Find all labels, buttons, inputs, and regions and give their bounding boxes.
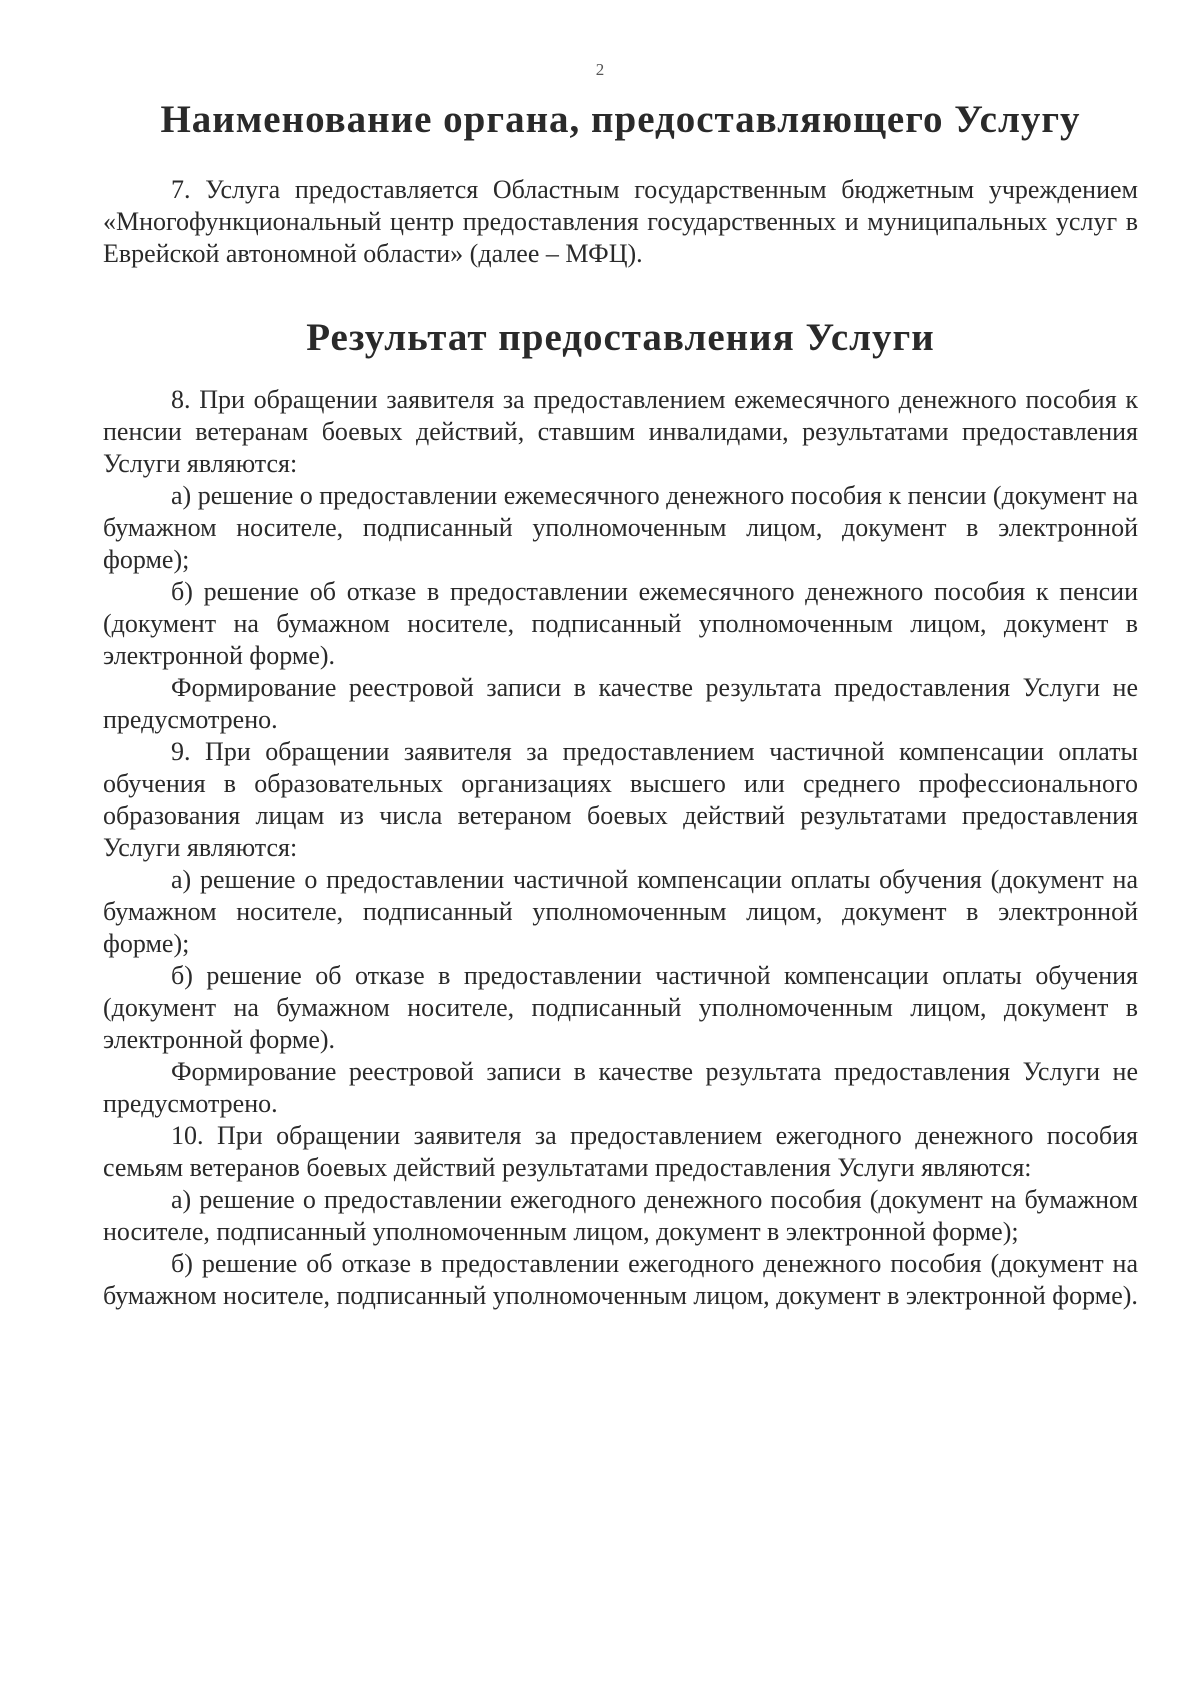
document-body bbox=[103, 98, 1138, 1312]
section-heading-authority: Наименование органа, предоставляющего Услугу bbox=[160, 98, 1081, 141]
paragraph-10: 10. При обращении заявителя за предоставлением ежегодного денежного пособия семьям ветеранов боевых действий результатами предоставления Услуги являются: bbox=[103, 1121, 1138, 1182]
paragraph-8-registry-note: Формирование реестровой записи в качестве результата предоставления Услуги не предусмотрено. bbox=[103, 673, 1138, 734]
paragraph-8-b: б) решение об отказе в предоставлении ежемесячного денежного пособия к пенсии (документ на бумажном носителе, подписанный уполномоченным лицом, документ в электронной форме). bbox=[103, 577, 1138, 670]
paragraph-8: 8. При обращении заявителя за предоставлением ежемесячного денежного пособия к пенсии ветеранам боевых действий, ставшим инвалидами, результатами предоставления Услуги являются: bbox=[103, 385, 1138, 478]
paragraph-10-a: а) решение о предоставлении ежегодного денежного пособия (документ на бумажном носителе, подписанный уполномоченным лицом, документ в электронной форме); bbox=[103, 1185, 1138, 1246]
paragraph-9: 9. При обращении заявителя за предоставлением частичной компенсации оплаты обучения в образовательных организациях высшего или среднего профессионального образования лицам из числа ветераном боевых действий результатами предоставления Услуги являются: bbox=[103, 737, 1138, 862]
paragraph-9-registry-note: Формирование реестровой записи в качестве результата предоставления Услуги не предусмотрено. bbox=[103, 1057, 1138, 1118]
section-heading-result: Результат предоставления Услуги bbox=[306, 316, 935, 359]
paragraph-7: 7. Услуга предоставляется Областным государственным бюджетным учреждением «Многофункциональный центр предоставления государственных и муниципальных услуг в Еврейской автономной области» (далее – МФЦ). bbox=[103, 175, 1138, 268]
paragraph-9-a: а) решение о предоставлении частичной компенсации оплаты обучения (документ на бумажном носителе, подписанный уполномоченным лицом, документ в электронной форме); bbox=[103, 865, 1138, 958]
paragraph-9-b: б) решение об отказе в предоставлении частичной компенсации оплаты обучения (документ на бумажном носителе, подписанный уполномоченным лицом, документ в электронной форме). bbox=[103, 961, 1138, 1054]
paragraph-8-a: а) решение о предоставлении ежемесячного денежного пособия к пенсии (документ на бумажном носителе, подписанный уполномоченным лицом, документ в электронной форме); bbox=[103, 481, 1138, 574]
paragraph-10-b: б) решение об отказе в предоставлении ежегодного денежного пособия (документ на бумажном носителе, подписанный уполномоченным лицом, документ в электронной форме). bbox=[103, 1249, 1138, 1310]
page-number: 2 bbox=[595, 60, 605, 79]
